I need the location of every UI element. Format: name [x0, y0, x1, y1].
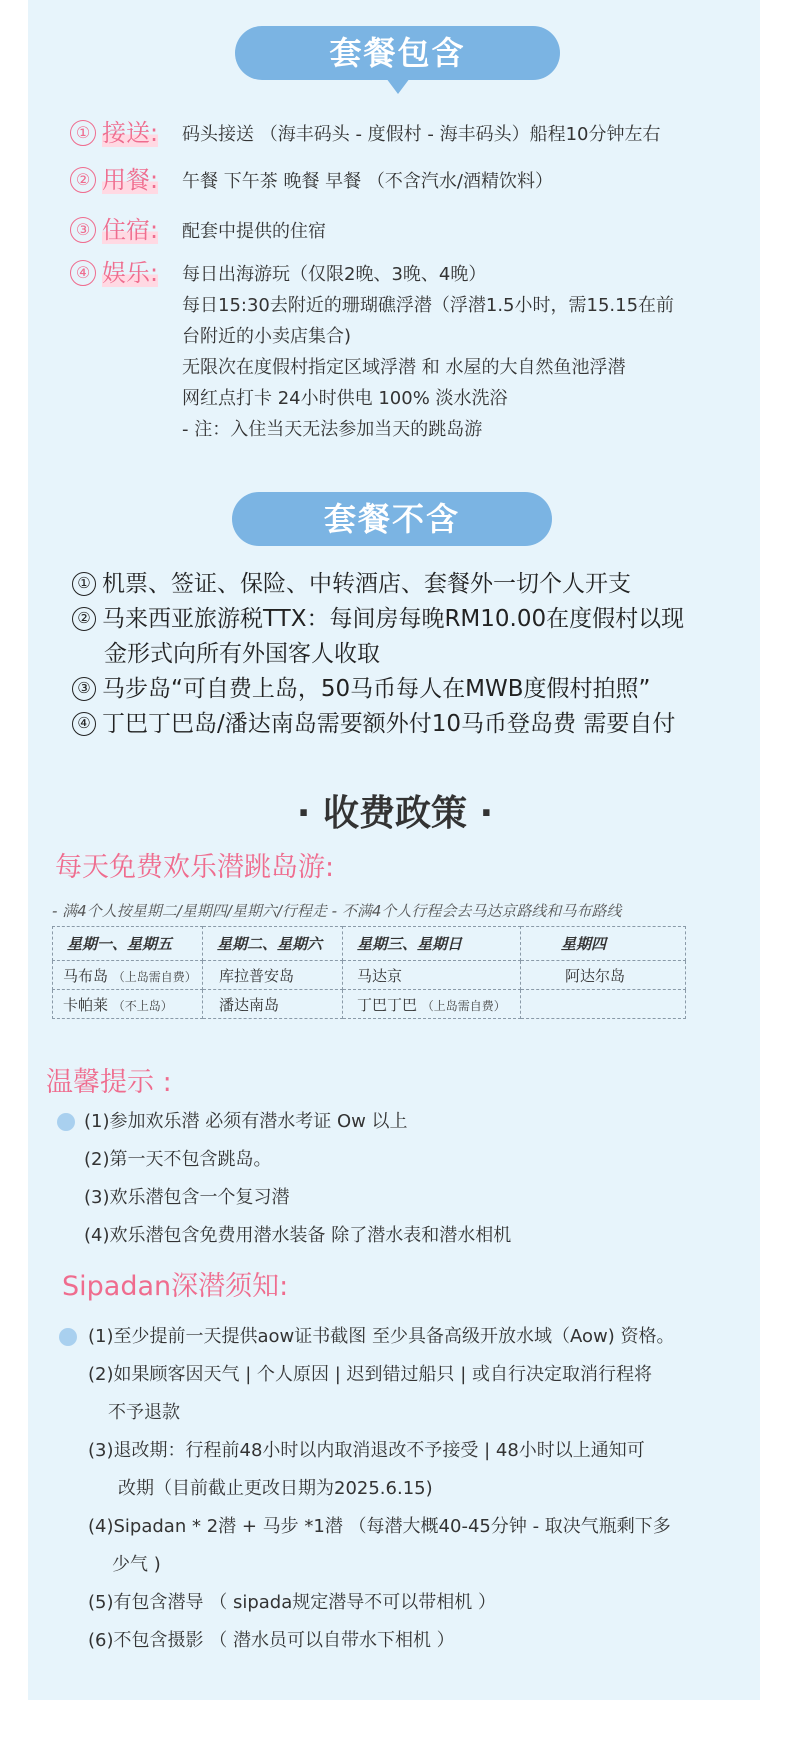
sipadan-item: (3)退改期：行程前48小时以内取消退改不予接受 | 48小时以上通知可: [88, 1440, 645, 1461]
item-line: 台附近的小卖店集合): [182, 326, 352, 347]
cell-text: 丁巴丁巴: [357, 995, 418, 1014]
tip-item: (1)参加欢乐潜 必须有潜水考证 Ow 以上: [84, 1111, 408, 1132]
item-line: 网红点打卡 24小时供电 100% 淡水洗浴: [182, 388, 508, 409]
table-cell: [203, 961, 343, 990]
excluded-title: 套餐不含: [323, 500, 460, 538]
sipadan-item-cont: 不予退款: [108, 1402, 180, 1423]
item-label: 用餐:: [102, 166, 159, 194]
item-label: 娱乐:: [102, 259, 159, 287]
cell-subtext: （上岛需自费）: [421, 998, 506, 1013]
table-cell: [521, 990, 686, 1019]
item-number: ②: [72, 607, 96, 631]
tips-list: [84, 1103, 511, 1255]
excluded-item: [72, 672, 650, 707]
excluded-item: [72, 707, 675, 742]
bullet-dot-icon: [59, 1328, 77, 1346]
item-number: ③: [70, 217, 96, 243]
tip-item: (2)第一天不包含跳岛。: [84, 1149, 272, 1170]
item-line: 机票、签证、保险、中转酒店、套餐外一切个人开支: [102, 571, 631, 597]
cell-subtext: （上岛需自费）: [112, 969, 197, 984]
item-line: 码头接送 （海丰码头 - 度假村 - 海丰码头）船程10分钟左右: [182, 124, 661, 145]
included-title: 套餐包含: [329, 34, 466, 72]
item-number: ④: [70, 260, 96, 286]
included-title-pill: [235, 26, 560, 80]
table-cell: [343, 990, 521, 1019]
pill-pointer: [386, 78, 410, 94]
column-header: 星期三、星期日: [343, 927, 521, 961]
excluded-item: [72, 567, 631, 602]
sipadan-item: (5)有包含潜导 （ sipada规定潜导不可以带相机 ）: [88, 1592, 496, 1613]
item-line: - 注：入住当天无法参加当天的跳岛游: [182, 419, 483, 440]
item-number: ④: [72, 712, 96, 736]
item-line: 配套中提供的住宿: [182, 221, 326, 242]
cell-text: 阿达尔岛: [565, 966, 626, 985]
column-header: 星期四: [521, 927, 686, 961]
item-line: 无限次在度假村指定区域浮潜 和 水屋的大自然鱼池浮潜: [182, 357, 626, 378]
item-line: 每日出海游玩（仅限2晚、3晚、4晚）: [182, 264, 487, 285]
table-cell: [53, 961, 203, 990]
item-line: 午餐 下午茶 晚餐 早餐 （不含汽水/酒精饮料）: [182, 171, 553, 192]
sipadan-item: (4)Sipadan * 2潜 + 马步 *1潜 （每潜大概40-45分钟 - 取决气瓶剩下多: [88, 1516, 671, 1537]
sipadan-heading: Sipadan深潜须知:: [62, 1271, 289, 1302]
table-cell: [53, 990, 203, 1019]
item-line: 丁巴丁巴岛/潘达南岛需要额外付10马币登岛费 需要自付: [102, 711, 676, 737]
schedule-table: [52, 926, 686, 1019]
item-number: ②: [70, 167, 96, 193]
column-header: 星期一、星期五: [53, 927, 203, 961]
item-line: 马步岛“可自费上岛，50马币每人在MWB度假村拍照”: [102, 676, 651, 702]
cell-text: 马达京: [357, 966, 403, 985]
tip-item: (4)欢乐潜包含免费用潜水装备 除了潜水表和潜水相机: [84, 1225, 512, 1246]
item-line: 金形式向所有外国客人收取: [104, 641, 380, 667]
item-line: 马来西亚旅游税TTX：每间房每晚RM10.00在度假村以现: [102, 606, 685, 632]
sipadan-list: [88, 1318, 674, 1660]
sipadan-item: (6)不包含摄影 （ 潜水员可以自带水下相机 ）: [88, 1630, 455, 1651]
cell-text: 马布岛: [63, 966, 109, 985]
excluded-item: [72, 602, 684, 672]
table-cell: [343, 961, 521, 990]
item-label: 接送:: [102, 119, 159, 147]
cell-text: 卡帕莱: [63, 995, 109, 1014]
free-tour-heading: 每天免费欢乐潜跳岛游:: [55, 852, 335, 883]
table-header-row: [53, 927, 686, 961]
cell-subtext: （不上岛）: [112, 998, 173, 1013]
cell-text: 潘达南岛: [219, 995, 280, 1014]
sipadan-item: (2)如果顾客因天气 | 个人原因 | 迟到错过船只 | 或自行决定取消行程将: [88, 1364, 653, 1385]
cell-text: 库拉普安岛: [219, 966, 295, 985]
tip-item: (3)欢乐潜包含一个复习潜: [84, 1187, 290, 1208]
table-row: [53, 961, 686, 990]
table-cell: [521, 961, 686, 990]
sipadan-item-cont: 改期（目前截止更改日期为2025.6.15): [118, 1478, 433, 1499]
bullet-dot-icon: [57, 1113, 75, 1131]
sipadan-item-cont: 少气 ): [112, 1554, 161, 1575]
column-header: 星期二、星期六: [203, 927, 343, 961]
item-label: 住宿:: [102, 216, 159, 244]
item-line: 每日15:30去附近的珊瑚礁浮潜（浮潜1.5小时，需15.15在前: [182, 295, 675, 316]
sipadan-item: (1)至少提前一天提供aow证书截图 至少具备高级开放水域（Aow) 资格。: [88, 1326, 675, 1347]
excluded-title-pill: [232, 492, 552, 546]
item-number: ③: [72, 677, 96, 701]
table-cell: [203, 990, 343, 1019]
tips-heading: 温馨提示 :: [46, 1067, 172, 1098]
policy-title: · 收费政策 ·: [296, 793, 494, 834]
table-row: [53, 990, 686, 1019]
item-number: ①: [72, 572, 96, 596]
item-number: ①: [70, 120, 96, 146]
schedule-note: - 满4个人按星期二/星期四/星期六/行程走 - 不满4个人行程会去马达京路线和马布路线: [52, 902, 622, 920]
